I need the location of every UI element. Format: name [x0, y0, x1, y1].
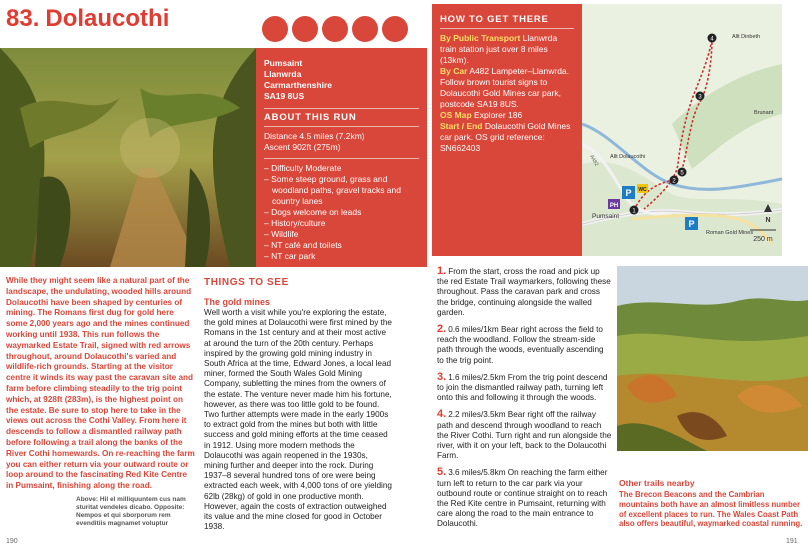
- os-map: OS Map Explorer 186: [440, 110, 523, 120]
- scale-label: 250 m: [753, 236, 773, 243]
- route-map: [582, 4, 782, 256]
- intro-paragraph: While they might seem like a natural part of the landscape, the undulating, wooded hills around Dolaucothi have been shaped by centuries of mining. The Romans first dug for gold here some 2,000 years ago and the mines continued working until 1938. This run follows the waymarked Estate Trail, signed with red arrows throughout, around Dolaucothi's varied and wildlife-rich grounds. Starting at the visitor centre it winds its way past the caravan site and farm before climbing steadily to the trig point which, at 928ft (283m), is the highest point on the estate. Be sure to stop here to take in the views out across the Cothi Valley. From here it descends to follow a dismantled railway path before following a trail along the banks of the River Cothi homewards. On re-reaching the farm you can either return via your outward route or loop around to the fascinating Red Kite Centre in Pumsaint, finishing along the road.: [6, 276, 195, 491]
- photo-caption: Above: Hil el milliquuntem cus nam sturitat vendeles dicabo. Opposite: Nempos et qui sborporum rem evenditiis magnamet voluptur: [76, 496, 186, 527]
- circle-decoration: [292, 16, 318, 42]
- distance: Distance 4.5 miles (7.2km): [264, 131, 365, 141]
- waypoint-label: 4: [710, 36, 714, 43]
- how-to-get-there-box: [432, 4, 582, 256]
- other-trails-heading: Other trails nearby: [619, 478, 695, 488]
- map-label: Roman Gold Mines: [706, 230, 754, 236]
- waypoint-label: 2: [672, 178, 676, 185]
- circle-decoration: [322, 16, 348, 42]
- feature-item: – Difficulty Moderate: [264, 163, 342, 173]
- map-label: A482: [588, 154, 600, 168]
- map-label: Allt Dolaucothi: [610, 154, 646, 160]
- forest-illustration: [0, 48, 256, 267]
- how-to-heading: HOW TO GET THERE: [440, 14, 574, 29]
- circle-decoration: [382, 16, 408, 42]
- address-line: Carmarthenshire: [264, 80, 333, 90]
- valley-illustration: [617, 266, 808, 451]
- page-number-left: 190: [6, 538, 18, 545]
- ascent: Ascent 902ft (275m): [264, 142, 341, 152]
- feature-item: – NT car park: [264, 251, 316, 261]
- route-map-svg: [582, 4, 782, 256]
- run-stats: [264, 131, 419, 159]
- address-block: [264, 58, 419, 102]
- svg-text:PH: PH: [609, 203, 619, 209]
- feature-item: – Wildlife: [264, 229, 299, 239]
- map-label: Brunant: [754, 110, 774, 116]
- circle-decoration: [352, 16, 378, 42]
- directions-list: [437, 266, 612, 536]
- about-heading: ABOUT THIS RUN: [264, 108, 419, 127]
- run-info-box: [256, 48, 427, 267]
- direction-step: 2. 0.6 miles/1km Bear right across the field to reach the woodland. Follow the stream-side path through the woods, eventually ascending to the trig point.: [437, 323, 604, 365]
- address-line: SA19 8US: [264, 91, 305, 101]
- waypoint-label: 3: [698, 94, 702, 101]
- map-label: Pumsaint: [592, 213, 620, 220]
- features-list: [264, 163, 419, 262]
- page-number-right: 191: [786, 538, 798, 545]
- decorative-circles: [262, 16, 408, 42]
- other-trails-text: The Brecon Beacons and the Cambrian mountains both have an almost limitless number of excellent places to run. The Wales Coast Path also offers beautiful, waymarked coastal running.: [619, 490, 803, 529]
- things-heading: THINGS TO SEE: [204, 277, 289, 288]
- valley-photo: [617, 266, 808, 451]
- waypoint-label: 5: [680, 170, 684, 177]
- waypoint-label: 1: [632, 208, 636, 215]
- address-line: Pumsaint: [264, 58, 303, 68]
- map-label: Allt Dinbeth: [732, 34, 761, 40]
- svg-text:P: P: [688, 219, 695, 229]
- svg-text:P: P: [625, 188, 632, 198]
- forest-path-photo: [0, 48, 256, 267]
- gold-mines-heading: The gold mines: [204, 297, 271, 307]
- start-end: Start / End Dolaucothi Gold Mines car park. OS grid reference: SN662403: [440, 121, 571, 153]
- direction-step: 4. 2.2 miles/3.5km Bear right off the railway path and descend through woodland to reach the River Cothi. Turn right and run alongside the river, with it on your left, back to the Dolaucothi Farm.: [437, 408, 612, 461]
- transport-public: By Public Transport Llanwrda train station just over 8 miles (13km).: [440, 33, 558, 65]
- gold-mines-text: Well worth a visit while you're exploring the estate, the gold mines at Dolaucothi were first mined by the Romans in the 1st century and at their most active at around the turn of the 20th century. Perhaps inspired by the growing gold mining industry in South Africa at the time, Edward Jones, a local lead miner, formed the South Wales Gold Mining Company, subletting the mines from the owners of the estate. The venture never made him his fortune, however, as there was too little gold to be found. Two further attempts were made in the early 1900s to extract gold from the mines but both with little success and gold mining efforts at the time ceased in 1912. Using more modern methods the Dolaucothi was again reopened in the 1930s, mining further and deeper into the rock. During 1937–8 several hundred tons of ore were being extracted each week, with 4,000 tons of ore yielding 62lb (28kg) of gold in one productive month. However, again the costs of extraction outweighed its value and the mine closed for good in October 1938.: [204, 308, 392, 532]
- transport-car: By Car A482 Lampeter–Llanwrda. Follow brown tourist signs to Dolaucothi Gold Mines car park, postcode SA19 8US.: [440, 66, 570, 109]
- feature-item: – NT café and toilets: [264, 240, 342, 250]
- circle-decoration: [262, 16, 288, 42]
- feature-item: – Some steep ground, grass and woodland paths, gravel tracks and country lanes: [264, 174, 401, 206]
- route-title: Dolaucothi: [45, 5, 170, 32]
- address-line: Llanwrda: [264, 69, 302, 79]
- svg-text:WC: WC: [638, 187, 647, 193]
- route-number: 83.: [6, 5, 40, 32]
- direction-step: 1. From the start, cross the road and pick up the red Estate Trail waymarkers, following these throughout. Pass the caravan park and cross the bridge, continuing alongside the walled garden.: [437, 265, 611, 317]
- page-title: [6, 4, 169, 34]
- direction-step: 5. 3.6 miles/5.8km On reaching the farm either turn left to return to the car park via your outbound route or continue straight on to reach the Red Kite centre in Pumsaint, returning with care along the road to the main entrance to Dolaucothi.: [437, 466, 608, 529]
- feature-item: – History/culture: [264, 218, 326, 228]
- svg-text:N: N: [765, 217, 771, 224]
- direction-step: 3. 1.6 miles/2.5km From the trig point descend to join the dismantled railway path, turning left onto this and following it through the woods.: [437, 370, 608, 403]
- feature-item: – Dogs welcome on leads: [264, 207, 362, 217]
